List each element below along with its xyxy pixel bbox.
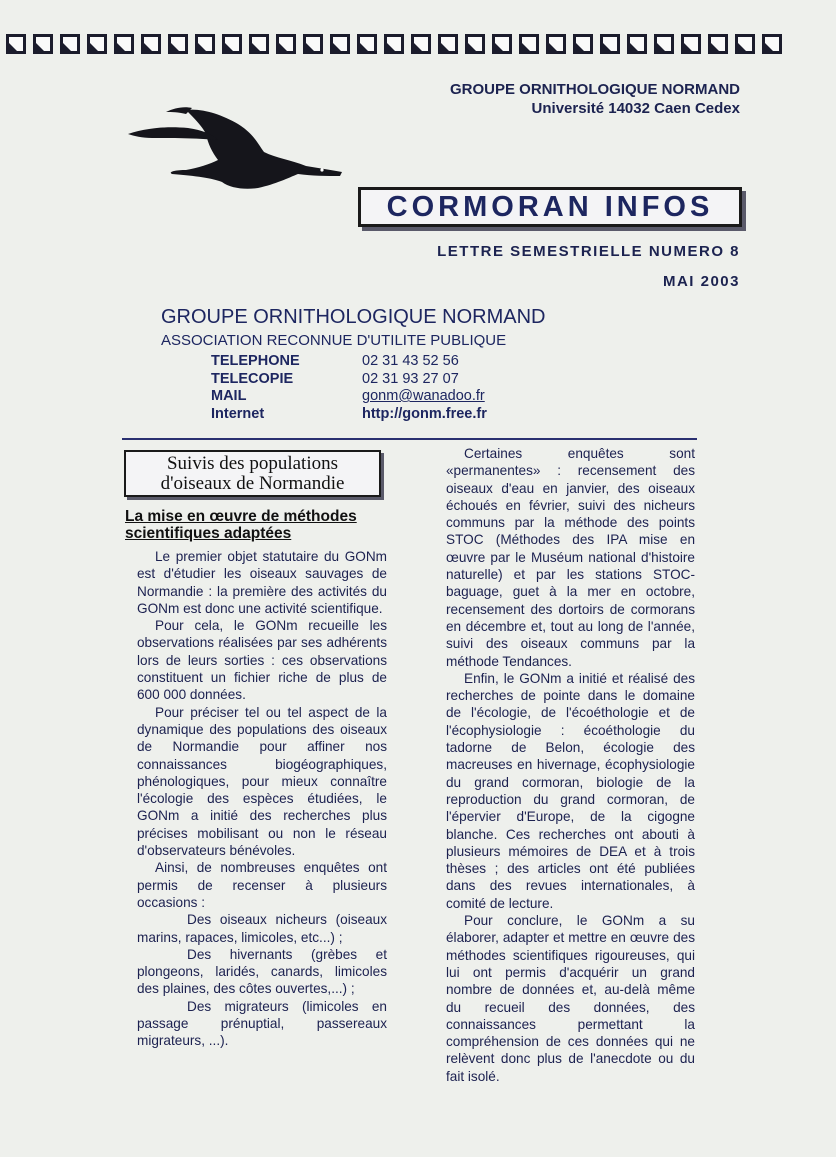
newsletter-title: CORMORAN INFOS xyxy=(386,190,714,223)
contact-label: MAIL xyxy=(211,388,247,404)
article-left-column xyxy=(137,548,387,1050)
deco-square xyxy=(492,34,512,54)
deco-square xyxy=(60,34,80,54)
list-item xyxy=(137,998,387,1050)
article-paragraph: Certaines enquêtes sont «permanentes» : recensement des oiseaux d'eau en janvier, des oiseaux échoués en février, suivi des nicheurs communs par la méthode des points STOC (Méthodes des IPA mise en œuvre par le Muséum national d'histoire naturelle) et par les stations STOC-baguage, guet à la mer en octobre, recensement des dortoirs de cormorans en décembre et, tout au long de l'année, suivi des oiseaux communs par la méthode Tendances. xyxy=(446,446,695,669)
contact-block xyxy=(211,353,511,423)
article-paragraph: Ainsi, de nombreuses enquêtes ont permis de recenser à plusieurs occasions : xyxy=(137,860,387,910)
fax-number: 02 31 93 27 07 xyxy=(362,370,459,387)
article-paragraph: Le premier objet statutaire du GONm est d'étudier les oiseaux sauvages de Normandie : la première des activités du GONm est donc une activité scientifique. xyxy=(137,549,387,616)
deco-square xyxy=(762,34,782,54)
org-name: GROUPE ORNITHOLOGIQUE NORMAND xyxy=(449,81,740,98)
deco-square xyxy=(303,34,323,54)
article-paragraph: Pour cela, le GONm recueille les observations réalisées par ses adhérents lors de leurs sorties : ces observations constituent un fichier riche de plus de 600 000 données. xyxy=(137,618,387,703)
deco-square xyxy=(6,34,26,54)
deco-square xyxy=(546,34,566,54)
phone-number: 02 31 43 52 56 xyxy=(362,353,459,369)
deco-square xyxy=(573,34,593,54)
deco-square xyxy=(654,34,674,54)
list-item-text: Des hivernants (grèbes et plongeons, laridés, canards, limicoles des plaines, des côtes ouvertes,...) ; xyxy=(137,946,387,997)
newsletter-banner xyxy=(358,187,742,227)
deco-square xyxy=(276,34,296,54)
deco-square xyxy=(627,34,647,54)
section-divider xyxy=(122,438,697,440)
email-link[interactable]: gonm@wanadoo.fr xyxy=(362,388,485,404)
deco-square xyxy=(33,34,53,54)
deco-square xyxy=(195,34,215,54)
deco-square xyxy=(519,34,539,54)
list-item-text: Des migrateurs (limicoles en passage prénuptial, passereaux migrateurs, ...). xyxy=(137,998,387,1049)
deco-square xyxy=(87,34,107,54)
org-address: Université 14032 Caen Cedex xyxy=(531,100,740,117)
section-title-line: d'oiseaux de Normandie xyxy=(160,472,345,494)
cormorant-logo-icon xyxy=(126,104,346,194)
section-title-line: Suivis des populations xyxy=(166,452,338,474)
article-paragraph: Enfin, le GONm a initié et réalisé des recherches de pointe dans le domaine de l'écologie, de l'écoéthologie et de l'écophysiologie : écoéthologie du tadorne de Belon, écologie des macreuses en hivernage, écophysiologie du grand cormoran, biologie de la reproduction du grand cormoran, de l'épervier d'Europe, de la cigogne blanche. Ces recherches ont abouti à plusieurs mémoires de DEA et à trois thèses ; des articles ont été publiées dans des revues internationales, à comité de lecture. xyxy=(446,670,695,911)
decorative-border-strip xyxy=(6,34,806,56)
deco-square xyxy=(438,34,458,54)
section-title-box xyxy=(124,450,381,497)
article-paragraph: Pour conclure, le GONm a su élaborer, adapter et mettre en œuvre des méthodes scientifiques rigoureuses, qui lui ont permis d'acquérir un grand nombre de données et, au-delà même du recueil des données, des connaissances permettant la compréhension de ces données qui ne relèvent donc plus de l'anecdote ou du fait isolé. xyxy=(446,913,695,1084)
article-subheading: La mise en œuvre de méthodes scientifiques adaptées xyxy=(125,508,357,542)
deco-square xyxy=(114,34,134,54)
deco-square xyxy=(708,34,728,54)
issue-date: MAI 2003 xyxy=(662,273,740,290)
article-right-column xyxy=(446,445,695,1085)
contact-label: TELEPHONE xyxy=(211,353,300,369)
deco-square xyxy=(600,34,620,54)
list-item xyxy=(137,946,387,998)
association-subtitle: ASSOCIATION RECONNUE D'UTILITE PUBLIQUE xyxy=(161,332,507,349)
deco-square xyxy=(330,34,350,54)
deco-square xyxy=(249,34,269,54)
deco-square xyxy=(411,34,431,54)
article-paragraph: Pour préciser tel ou tel aspect de la dynamique des populations des oiseaux de Normandie pour affiner nos connaissances biogéographiques, phénologiques, pour mieux connaître l'écologie des espèces étudiées, le GONm a initié des recherches plus précises mobilisant ou non le réseau d'observateurs bénévoles. xyxy=(137,704,387,859)
deco-square xyxy=(681,34,701,54)
deco-square xyxy=(222,34,242,54)
deco-square xyxy=(168,34,188,54)
issue-number: LETTRE SEMESTRIELLE NUMERO 8 xyxy=(437,243,740,260)
deco-square xyxy=(141,34,161,54)
org-header xyxy=(450,80,740,118)
list-item-text: Des oiseaux nicheurs (oiseaux marins, rapaces, limicoles, etc...) ; xyxy=(137,912,387,945)
contact-label: TELECOPIE xyxy=(211,370,294,387)
deco-square xyxy=(357,34,377,54)
deco-square xyxy=(735,34,755,54)
contact-label: Internet xyxy=(211,405,265,422)
association-title: GROUPE ORNITHOLOGIQUE NORMAND xyxy=(161,306,546,328)
list-item xyxy=(137,911,387,946)
deco-square xyxy=(384,34,404,54)
deco-square xyxy=(465,34,485,54)
website-link[interactable]: http://gonm.free.fr xyxy=(362,405,487,422)
